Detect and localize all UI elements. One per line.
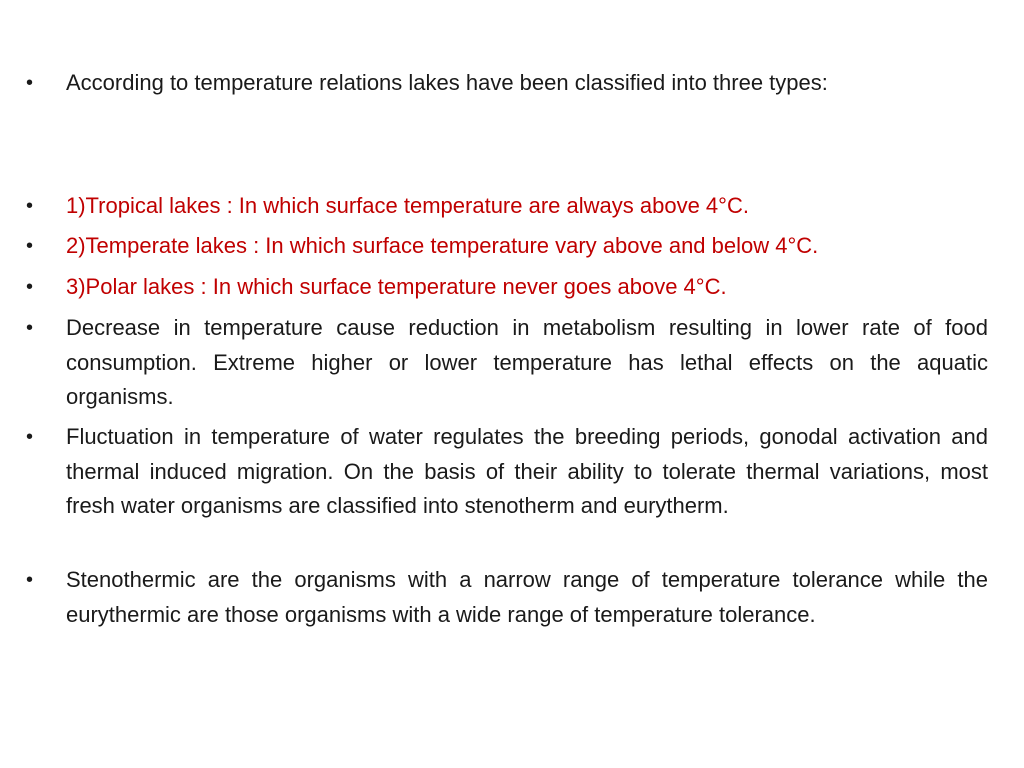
- bullet-marker: •: [26, 569, 34, 591]
- bullet-marker: •: [26, 235, 34, 257]
- bullet-intro-text: According to temperature relations lakes have been classified into three types:: [66, 70, 828, 95]
- bullet-marker: •: [26, 72, 34, 94]
- bullet-lake-type-temperate: [26, 229, 988, 264]
- bullet-point-stenothermic: [26, 563, 988, 632]
- bullet-marker: •: [26, 276, 34, 298]
- bullet-marker: •: [26, 426, 34, 448]
- bullet-point-fluctuation: [26, 420, 988, 524]
- bullet-marker: •: [26, 317, 34, 339]
- lake-type-text: 1)Tropical lakes : In which surface temperature are always above 4°C.: [66, 193, 749, 218]
- point-text: Stenothermic are the organisms with a narrow range of temperature tolerance while the eurythermic are those organisms with a wide range of temperature tolerance.: [66, 567, 988, 627]
- lake-type-text: 3)Polar lakes : In which surface temperature never goes above 4°C.: [66, 274, 727, 299]
- point-text: Fluctuation in temperature of water regulates the breeding periods, gonodal activation and thermal induced migration. On the basis of their ability to tolerate thermal variations, most fresh water organisms are classified into stenotherm and eurytherm.: [66, 424, 988, 518]
- bullet-lake-type-polar: [26, 270, 988, 305]
- lake-type-text: 2)Temperate lakes : In which surface temperature vary above and below 4°C.: [66, 233, 819, 258]
- bullet-point-metabolism: [26, 311, 988, 415]
- bullet-lake-type-tropical: [26, 189, 988, 224]
- bullet-marker: •: [26, 195, 34, 217]
- point-text: Decrease in temperature cause reduction in metabolism resulting in lower rate of food consumption. Extreme higher or lower temperature has lethal effects on the aquatic organisms.: [66, 315, 988, 409]
- bullet-intro: [26, 66, 988, 101]
